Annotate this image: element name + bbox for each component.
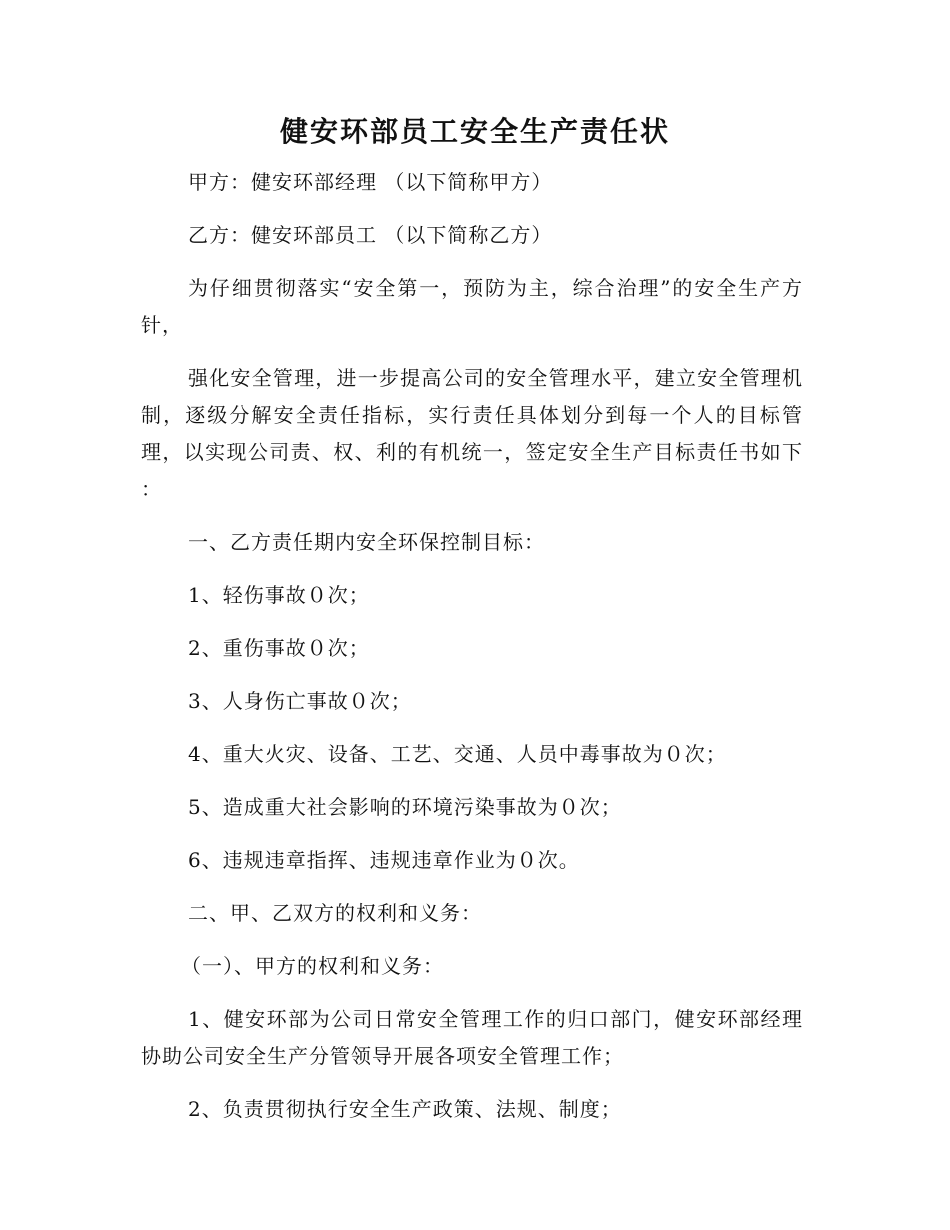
target-item: 5、造成重大社会影响的环境污染事故为０次； [188, 795, 622, 819]
section-heading-1: 一、乙方责任期内安全环保控制目标： [188, 530, 545, 554]
subsection-heading-1: （一）、甲方的权利和义务： [181, 954, 444, 978]
target-item: 2、重伤事故０次； [188, 636, 370, 660]
section-heading-2: 二、甲、乙双方的权利和义务： [188, 901, 482, 925]
duty-item: 2、负责贯彻执行安全生产政策、法规、制度； [188, 1097, 622, 1121]
intro-paragraph-2: 强化安全管理，进一步提高公司的安全管理水平，建立安全管理机制，逐级分解安全责任指标，实行责任具体划分到每一个人的目标管理，以实现公司责、权、利的有机统一，签定安全生产目标责任书如下 ： [141, 366, 803, 501]
target-item: 1、轻伤事故０次； [188, 583, 370, 607]
document-body [141, 164, 803, 1144]
document-title: 健安环部员工安全生产责任状 [279, 115, 670, 148]
target-item: 4、重大火灾、设备、工艺、交通、人员中毒事故为０次； [188, 742, 727, 766]
duty-item: 1、健安环部为公司日常安全管理工作的归口部门，健安环部经理协助公司安全生产分管领导开展各项安全管理工作； [141, 1007, 803, 1068]
party-a: 甲方：健安环部经理 （以下简称甲方） [188, 170, 553, 194]
intro-paragraph-1: 为仔细贯彻落实“安全第一，预防为主，综合治理”的安全生产方针， [141, 276, 803, 337]
target-item: 3、人身伤亡事故０次； [188, 689, 412, 713]
target-item: 6、违规违章指挥、违规违章作业为０次。 [188, 848, 580, 872]
party-b: 乙方：健安环部员工 （以下简称乙方） [188, 223, 553, 247]
